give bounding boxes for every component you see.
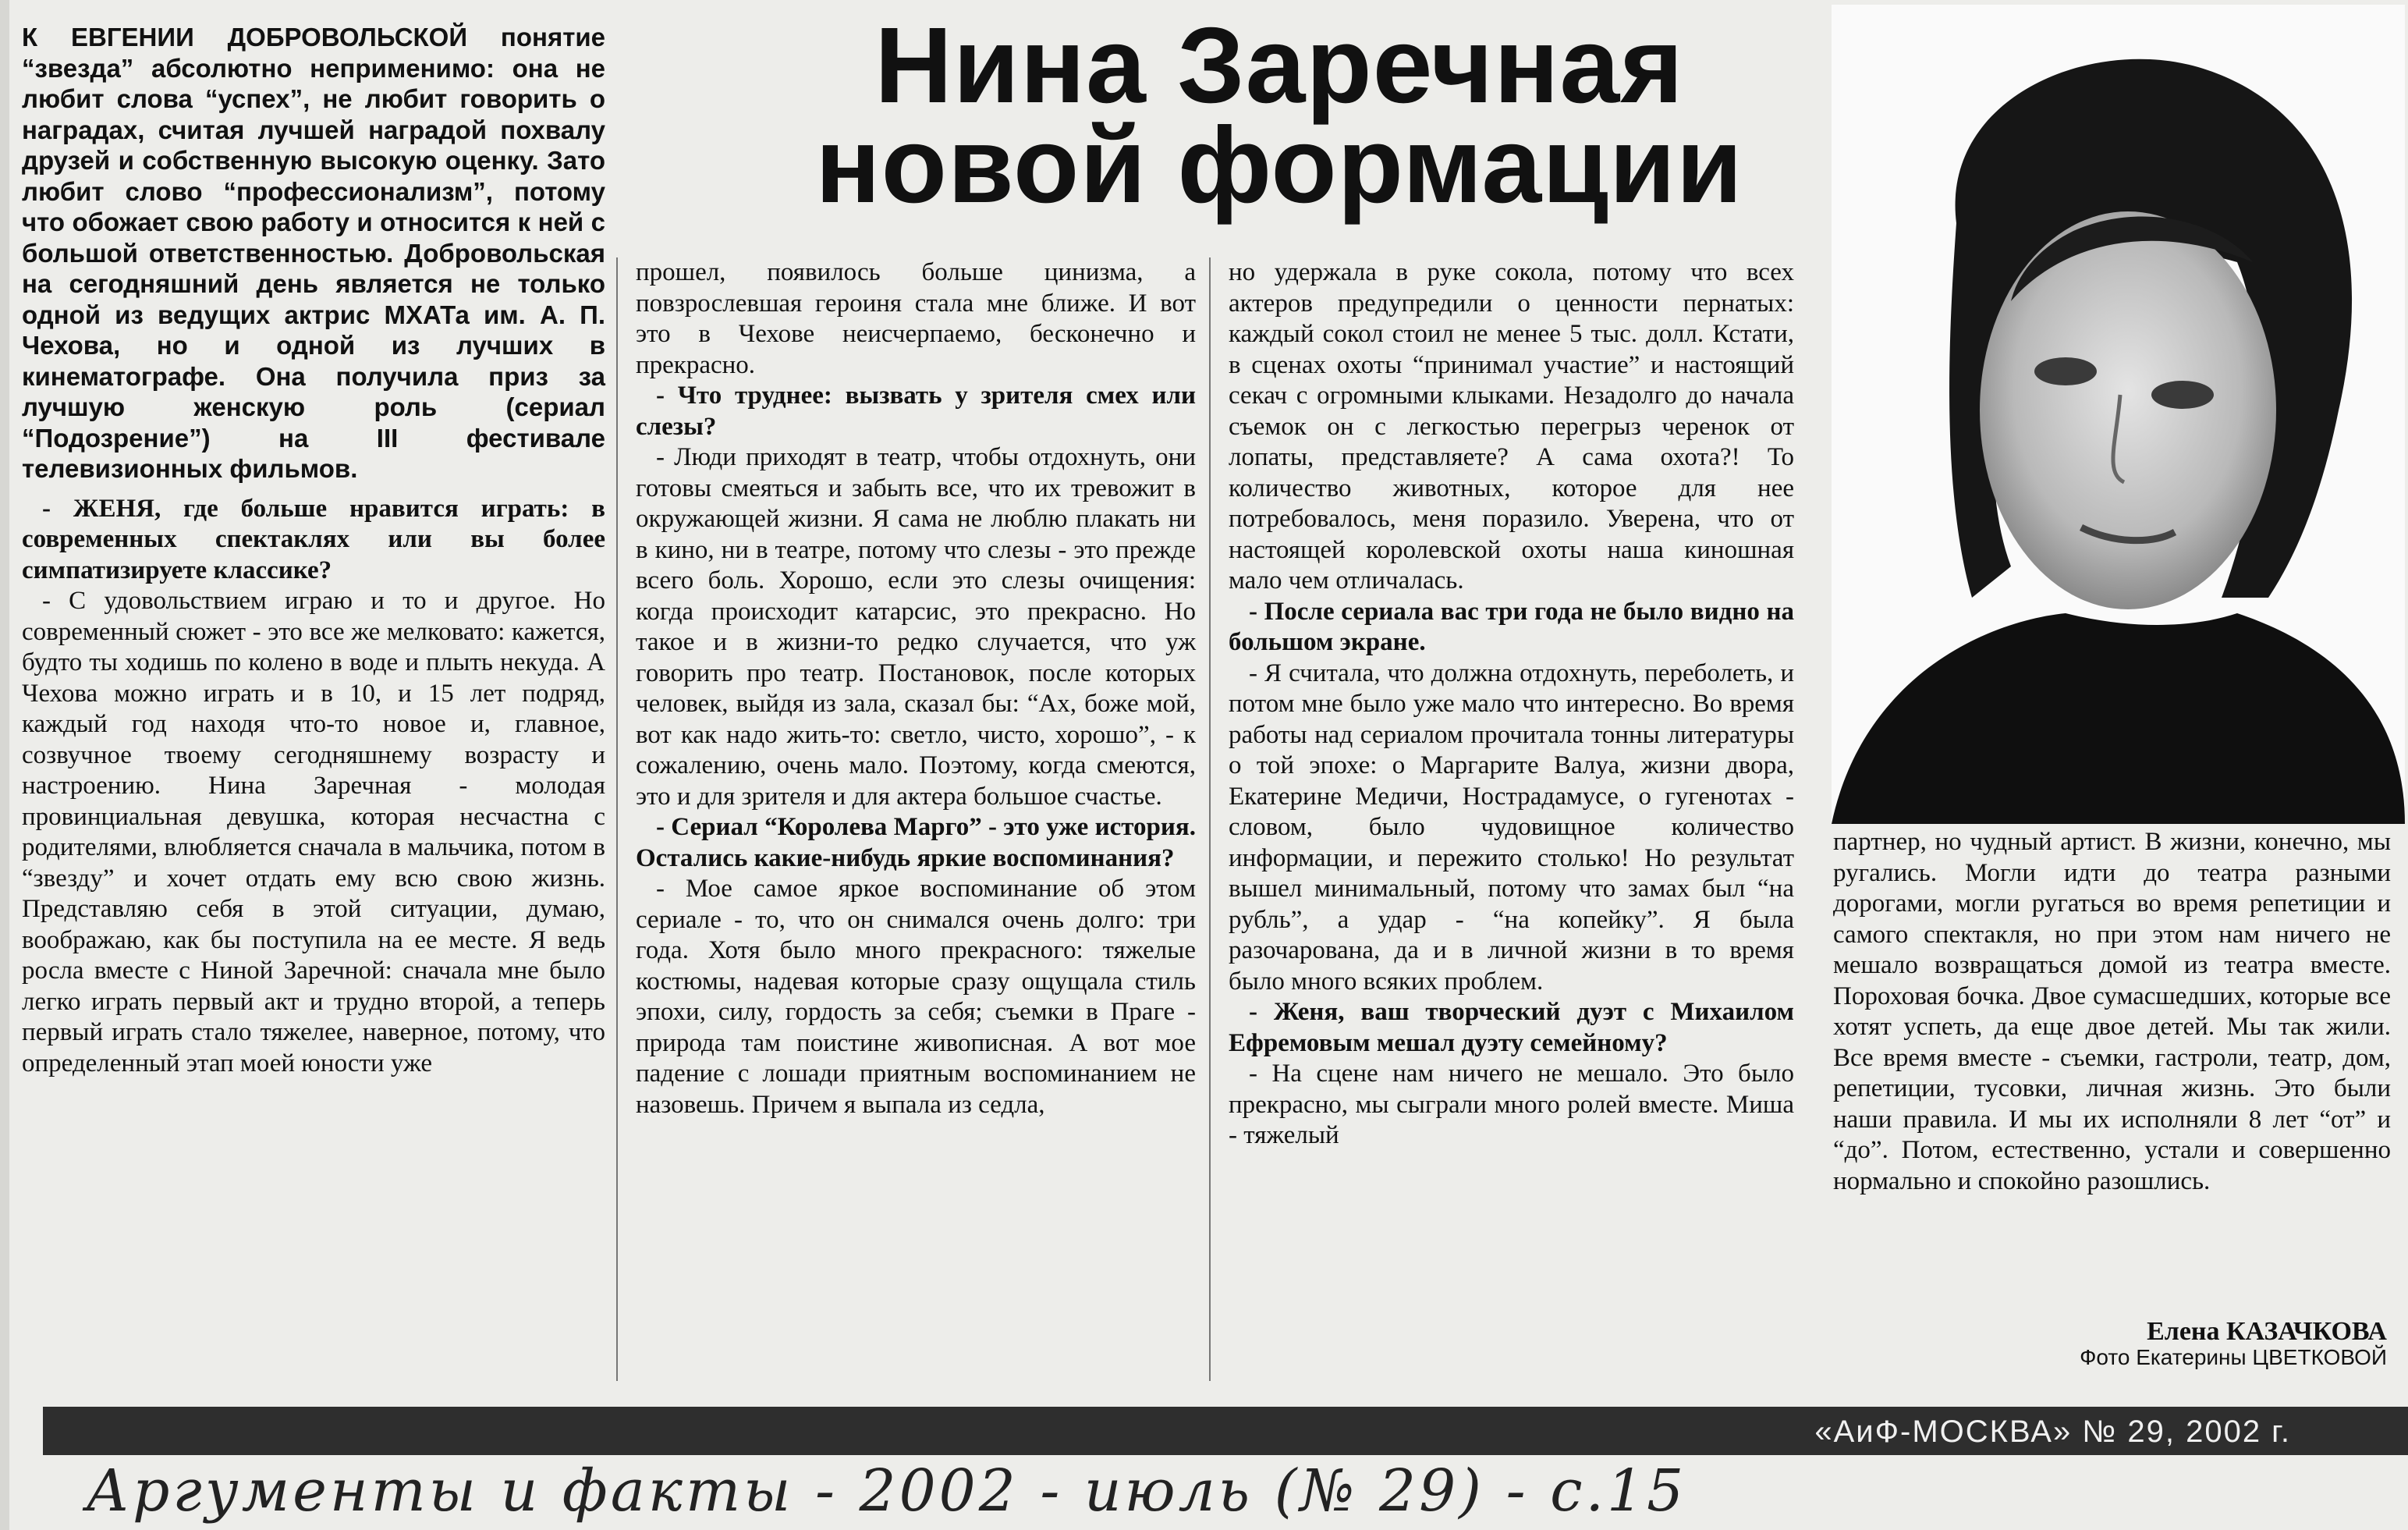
photo-credit: Фото Екатерины ЦВЕТКОВОЙ	[2080, 1345, 2387, 1369]
answer-3-continued: но удержала в руке сокола, потому что всех актеров предупредили о ценности пернатых: каждый сокол стоил не менее 5 тыс. долл. Кстати, в сценах охоты “принимал участие” и настоящий секач с огромными клыками. Незадолго до начала съемок он с легкостью перегрыз черенок от лопаты, представляете? А сама охота?! То количество животных, которое для нее потребовалось, меня поразило. Уверена, что от настоящей королевской охоты наша киношная мало чем отличалась.	[1229, 258, 1794, 595]
article-title	[671, 5, 1888, 225]
question-2: - Что труднее: вызвать у зрителя смех или слезы?	[636, 382, 1196, 441]
title-line-1: Нина Заречная	[874, 5, 1684, 126]
title-line-2: новой формации	[815, 105, 1743, 225]
column-3	[1229, 257, 1794, 1152]
portrait-photo	[1832, 5, 2405, 824]
footer-bar	[43, 1407, 2408, 1455]
answer-4: - Я считала, что должна отдохнуть, переболеть, и потом мне было уже мало что интересно. Во время работы над сериалом прочитала тонны литературы о той эпохе: о Маргарите Валуа, жизни двора, Екатерине Медичи, Нострадамусе, о гугенотах - словом, было чудовищное количество информации, и пережито столько! Но результат вышел минимальный, потому что замах был “на рубль”, а удар - “на копейку”. Я была разочарована, да и в личной жизни в то время было много всяких проблем.	[1229, 659, 1794, 996]
column-rule-2	[1209, 257, 1211, 1381]
answer-2: - Люди приходят в театр, чтобы отдохнуть, они готовы смеяться и забыть все, что их тревожит в окружающей жизни. Я сама не люблю плакать ни в кино, ни в театре, потому что слезы - это прежде всего боль. Хорошо, если это слезы очищения: когда происходит катарсис, это прекрасно. Но такое и в жизни-то редко случается, что уж говорить про театр. Постановок, после которых человек, выйдя из зала, сказал бы: “Ах, боже мой, вот как надо жить-то: светло, чисто, хорошо”, - к сожалению, очень мало. Поэтому, когда смеются, это и для зрителя и для актера большое счастье.	[636, 443, 1196, 811]
answer-1: - С удовольствием играю и то и другое. Но современный сюжет - это все же мелковато: кажется, будто ты ходишь по колено в воде и плыть некуда. А Чехова можно играть и в 10, и 15 лет подряд, каждый год находя что-то новое и, главное, созвучное твоему сегодняшнему возрасту и настроению. Нина Заречная - молодая провинциальная девушка, которая несчастна с родителями, влюбляется сначала в мальчика, потом в “звезду” и хочет отдать ему всю свою жизнь. Представляю себя в этой ситуации, думаю, воображаю, как бы поступила на ее месте. Я ведь росла вместе с Ниной Заречной: сначала мне было легко играть первый акт и трудно второй, а теперь первый играть стало тяжелее, наверное, потому, что определенный этап моей юности уже	[22, 587, 605, 1077]
answer-3: - Мое самое яркое воспоминание об этом сериале - то, что он снимался очень долго: три года. Хотя было много прекрасного: тяжелые костюмы, надевая которые сразу ощущала стиль эпохи, силу, гордость за себя; съемки в Праге - природа там поистине живописная. А вот мое падение с лошади приятным воспоминанием не назовешь. Причем я выпала из седла,	[636, 875, 1196, 1119]
handwritten-note: Аргументы и факты - 2002 - июль (№ 29) - с.15	[86, 1457, 1687, 1525]
question-5: - Женя, ваш творческий дуэт с Михаилом Ефремовым мешал дуэту семейному?	[1229, 998, 1794, 1057]
portrait-illustration	[1832, 5, 2405, 824]
answer-5-continued: партнер, но чудный артист. В жизни, конечно, мы ругались. Могли идти до театра разными дорогами, могли ругаться во время репетиции и самого спектакля, но при этом нам ничего не мешало возвращаться домой из театра вместе. Пороховая бочка. Двое сумасшедших, которые все хотят успеть, да еще двое детей. Мы так жили. Все время вместе - съемки, гастроли, театр, дом, репетиции, тусовки, личная жизнь. Это были наши правила. И мы их исполняли 8 лет “от” и “до”. Потом, естественно, устали и совершенно нормально и спокойно разошлись.	[1833, 828, 2391, 1195]
author-signature: Елена КАЗАЧКОВА	[2147, 1317, 2387, 1346]
page-edge	[0, 0, 9, 1530]
column-1	[22, 22, 605, 1079]
column-2	[636, 257, 1196, 1120]
column-rule-1	[616, 257, 618, 1381]
question-4: - После сериала вас три года не было видно на большом экране.	[1229, 597, 1794, 656]
question-1: - ЖЕНЯ, где больше нравится играть: в современных спектаклях или вы более симпатизируете классике?	[22, 494, 605, 584]
lead-paragraph: К ЕВГЕНИИ ДОБРОВОЛЬСКОЙ понятие “звезда” абсолютно неприменимо: она не любит слова “успех”, не любит говорить о наградах, считая лучшей наградой похвалу друзей и собственную высокую оценку. Зато любит слово “профессионализм”, потому что обожает свою работу и относится к ней с большой ответственностью. Добровольская на сегодняшний день является не только одной из ведущих актрис МХАТа им. А. П. Чехова, но и одной из лучших в кинематографе. Она получила приз за лучшую женскую роль (сериал “Подозрение”) на III фестивале телевизионных фильмов.	[22, 23, 605, 483]
column-4	[1833, 827, 2391, 1197]
answer-1-continued: прошел, появилось больше цинизма, а повзрослевшая героиня стала мне ближе. И вот это в Чехове неисчерпаемо, бесконечно и прекрасно.	[636, 258, 1196, 379]
question-3: - Сериал “Королева Марго” - это уже история. Остались какие-нибудь яркие воспоминания?	[636, 813, 1196, 872]
publication-label: «АиФ-МОСКВА» № 29, 2002 г.	[1814, 1415, 2291, 1449]
answer-5: - На сцене нам ничего не мешало. Это было прекрасно, мы сыграли много ролей вместе. Миша - тяжелый	[1229, 1060, 1794, 1149]
